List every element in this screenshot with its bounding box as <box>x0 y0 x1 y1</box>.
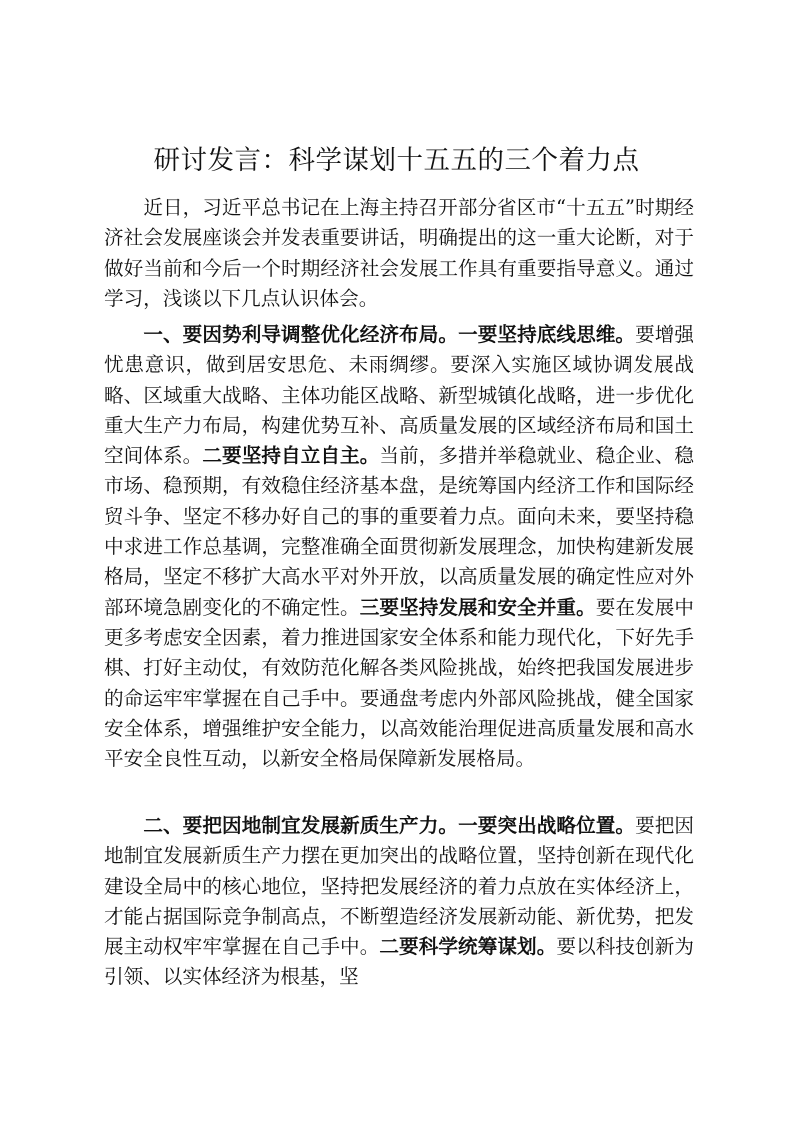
section-two-paragraph <box>104 811 694 993</box>
section-two-point-one-title: 一要突出战略位置。 <box>458 814 636 837</box>
section-one-heading: 一、要因势利导调整优化经济布局。 <box>143 323 459 346</box>
section-one-point-three-text: 要在发展中更多考虑安全因素，着力推进国家安全体系和能力现代化，下好先手棋、打好主动仗，有效防范化解各类风险挑战，始终把我国发展进步的命运牢牢掌握在自己手中。要通盘考虑内外部风险挑战，健全国家安全体系，增强维护安全能力，以高效能治理促进高质量发展和高水平安全良性互动，以新安全格局保障新发展格局。 <box>104 595 695 771</box>
section-one-paragraph <box>104 320 694 774</box>
section-two-heading: 二、要把因地制宜发展新质生产力。 <box>143 814 459 837</box>
intro-text: 近日，习近平总书记在上海主持召开部分省区市“十五五”时期经济社会发展座谈会并发表重要讲话，明确提出的这一重大论断，对于做好当前和今后一个时期经济社会发展工作具有重要指导意义。通过学习，浅谈以下几点认识体会。 <box>104 196 694 310</box>
section-two-point-two-text: 要以科技创新为引领、以实体经济为根基，坚 <box>104 935 695 989</box>
section-one-point-two-title: 二要坚持自立自主。 <box>202 444 380 468</box>
section-one-point-two-text: 当前，多措并举稳就业、稳企业、稳市场、稳预期，有效稳住经济基本盘，是统筹国内经济工作和国际经贸斗争、坚定不移办好自己的事的重要着力点。面向未来，要坚持稳中求进工作总基调，完整准确全面贯彻新发展理念，加快构建新发展格局，坚定不移扩大高水平对外开放，以高质量发展的确定性应对外部环境急剧变化的不确定性。 <box>104 444 695 619</box>
document-title: 研讨发言：科学谋划十五五的三个着力点 <box>153 145 640 176</box>
section-one-point-three-title: 三要坚持发展和安全并重。 <box>359 595 596 619</box>
section-two-point-one-text: 要把因地制宜发展新质生产力摆在更加突出的战略位置，坚持创新在现代化建设全局中的核心地位，坚持把发展经济的着力点放在实体经济上，才能占据国际竞争制高点，不断塑造经济发展新动能、新优势，把发展主动权牢牢掌握在自己手中。 <box>104 814 695 959</box>
section-one-point-one-title: 一要坚持底线思维。 <box>458 323 636 346</box>
section-two-point-two-title: 二要科学统筹谋划。 <box>379 935 557 959</box>
section-one-point-one-text: 要增强忧患意识，做到居安思危、未雨绸缪。要深入实施区域协调发展战略、区域重大战略、主体功能区战略、新型城镇化战略，进一步优化重大生产力布局，构建优势互补、高质量发展的区域经济布局和国土空间体系。 <box>104 323 695 468</box>
intro-paragraph <box>104 193 694 314</box>
